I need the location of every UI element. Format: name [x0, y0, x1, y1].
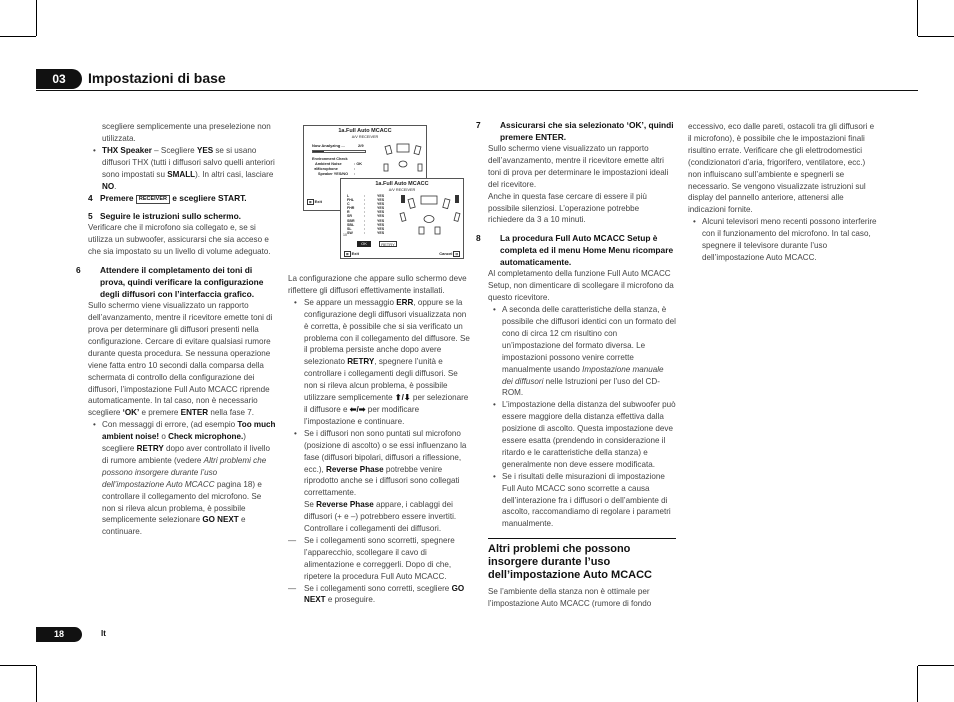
speaker-value: YES — [377, 198, 385, 203]
speaker-value: YES — [377, 230, 385, 235]
speaker-separator: : — [364, 222, 366, 227]
size-bullet: • A seconda delle caratteristiche della stanza, è possibile che diffusori identici con un formato del cono di circa 12 cm risultino con un’impostazione del formato diversa. Le impostazioni possono venire corrette manualmente usando Impostazione manuale dei diffusori nelle Istruzioni per l’uso del CD-ROM. — [488, 304, 676, 399]
section-divider — [488, 538, 676, 539]
section-title: Altri problemi che possono insorgere durante l’uso dell’impostazione Auto MCACC — [488, 543, 652, 582]
screen-title: 1a.Full Auto MCACC — [375, 181, 429, 187]
header-divider — [36, 90, 918, 91]
speaker-label: FHR — [347, 206, 355, 211]
speaker-separator: : — [364, 194, 366, 198]
speaker-separator: : — [364, 230, 366, 235]
speaker-label: SBL — [347, 222, 355, 227]
config-intro: La configurazione che appare sullo schermo deve riflettere gli diffusori effettivamente installati. — [288, 274, 467, 295]
dash-item-2: — Se i collegamenti sono corretti, scegliere GO NEXT e proseguire. — [288, 583, 472, 607]
env-check-label: Environment Check — [312, 157, 348, 161]
speaker-value: YES — [377, 194, 385, 198]
column-2 — [288, 273, 472, 606]
speaker-separator: : — [364, 214, 366, 219]
speaker-separator: : — [364, 206, 366, 211]
step-6: 6 Attendere il completamento dei toni di prova, quindi verificare la configurazione degli diffusori con l’interfaccia grafico. — [76, 265, 264, 300]
crop-mark — [0, 36, 36, 37]
speaker-yes-no-value: : — [354, 172, 356, 176]
speaker-value: YES — [377, 218, 385, 223]
exit-hint: ⊞ Exit — [346, 251, 359, 256]
step-5-body: Verificare che il microfono sia collegato e, se si utilizza un subwoofer, assicurarsi che sia acceso e che sia impostato su un livello di volume adeguato. — [88, 223, 271, 257]
step-6-body: Sullo schermo viene visualizzato un rapporto dell’avanzamento, mentre il ricevitore emette toni di prova per determinare gli diffusori presenti nella configurazione. Cercare di evitare qualsiasi rumore durante questa procedura. Se nessuna operazione viene fatta entro 10 secondi dalla comparsa della schermata di controllo della configurazione dei diffusori, l’impostazione Full Auto MCACC riprende automaticamente. In tal caso, non è necessario scegliere ‘OK’ e premere ENTER nella fase 7. — [88, 301, 273, 418]
speaker-separator: : — [364, 198, 366, 203]
speaker-label: SW — [347, 230, 353, 235]
speaker-label: C — [347, 202, 350, 207]
analyzing-label: Now Analyzing ... — [312, 143, 345, 148]
speaker-value: YES — [377, 222, 385, 227]
crop-mark — [36, 666, 37, 702]
step-5: 5 Seguire le istruzioni sullo schermo. — [88, 211, 242, 222]
speaker-label: SL — [347, 226, 352, 231]
speaker-list — [347, 194, 397, 235]
speaker-label: SR — [347, 214, 352, 219]
screen-title: 1a.Full Auto MCACC — [338, 128, 392, 134]
microphone-label: ●Microphone — [314, 167, 338, 171]
chapter-number: 03 — [36, 69, 82, 89]
up-down-arrows-icon: ⬆/⬇ — [394, 393, 411, 403]
speaker-value: YES — [377, 202, 385, 207]
page-language: It — [101, 629, 106, 638]
tenth-label: 10 — [343, 233, 347, 237]
retry-button[interactable]: RETRY — [379, 241, 397, 247]
crop-mark — [917, 0, 918, 36]
page-number: 18 — [36, 627, 82, 642]
step-7-body: Sullo schermo viene visualizzato un rapporto dell’avanzamento, mentre il ricevitore emette altri toni di prova per determinare le impostazioni ideali del ricevitore. — [488, 144, 669, 189]
error-bullet: • Con messaggi di errore, (ad esempio Too much ambient noise! o Check microphone.) scegliere RETRY dopo aver controllato il livello di rumore ambiente (vedere Altri problemi che possono insorgere durante l’uso dell’impostazione Auto MCACC pagina 18) e controllare il collegamento del microfono. Se non si rileva alcun problema, è possibile semplicemente selezionare GO NEXT e continuare. — [88, 419, 276, 538]
crop-mark — [918, 36, 954, 37]
speaker-room-icon — [399, 193, 461, 237]
speaker-label: FHL — [347, 198, 354, 203]
analyzing-count: 2/9 — [358, 143, 364, 148]
step-8: 8 La procedura Full Auto MCACC Setup è completa ed il menu Home Menu ricompare automaticamente. — [476, 233, 674, 268]
tv-bullet: • Alcuni televisori meno recenti possono interferire con il funzionamento del microfono. In tal caso, spegnere il televisore durante l’uso dell’impostazione Auto MCACC. — [688, 216, 878, 264]
left-right-arrows-icon: ⬅/➡ — [349, 404, 366, 414]
ambient-noise-value: : OK — [354, 162, 363, 166]
speaker-row[interactable] — [347, 231, 397, 235]
dash-item-1: — Se i collegamenti sono scorretti, spegnere l’apparecchio, scollegare il cavo di alimentazione e correggerli. Dopo di che, ripetere la procedura Full Auto MCACC. — [288, 535, 472, 583]
speaker-separator: : — [364, 226, 366, 231]
speaker-value: YES — [377, 226, 385, 231]
phase-bullet: • Se i diffusori non sono puntati sul microfono (posizione di ascolto) o se essi influenzano la fase (diffusori bipolari, diffusori a riflessione, ecc.), Reverse Phase potrebbe venire riprodotto anche se i diffusori sono collegati correttamente. — [288, 428, 472, 499]
receiver-key-icon: RECEIVER — [136, 195, 170, 204]
exit-hint: ⊞ Exit — [309, 199, 322, 204]
thx-bullet: • THX Speaker – Scegliere YES se si usano diffusori THX (tutti i diffusori salvo quelli anteriori sono impostati su SMALL). In altri casi, lasciare NO. — [88, 145, 276, 193]
speaker-room-icon — [382, 140, 424, 176]
err-bullet: • Se appare un messaggio ERR, oppure se la configurazione degli diffusori visualizzata non è corretta, è possibile che si sia verificato un problema con il collegamento del diffusore. Se il problema persiste anche dopo avere selezionato RETRY, spegnere l’unità e controllare i collegamenti degli diffusori. Se non si rileva alcun problema, è possibile utilizzare semplicemente ⬆/⬇ per selezionare il diffusore e ⬅/➡ per modificare l’impostazione e continuare. — [288, 297, 472, 428]
subwoofer-bullet: • L’impostazione della distanza del subwoofer può essere maggiore della distanza effettiva dalla posizione di ascolto. Questa impostazione deve essere esatta (prendendo in considerazione il ritardo e le caratteristiche della stanza) e generalmente non deve essere modificata. — [488, 399, 676, 470]
step-7: 7 Assicurarsi che sia selezionato ‘OK’, quindi premere ENTER. — [476, 120, 674, 142]
step-8-body: Al completamento della funzione Full Auto MCACC Setup, non dimenticare di scollegare il microfono da questo ricevitore. — [488, 269, 674, 303]
progress-fill — [313, 151, 324, 152]
chapter-title: Impostazioni di base — [88, 70, 226, 86]
screen-subtitle: A/V RECEIVER — [388, 188, 416, 192]
screen-subtitle: A/V RECEIVER — [351, 135, 379, 139]
speaker-label: R — [347, 210, 350, 215]
microphone-value: : — [354, 167, 356, 171]
speaker-yes-no-label: Speaker YES/NO — [318, 172, 349, 176]
column-4 — [688, 121, 878, 264]
speaker-value: YES — [377, 214, 385, 219]
speaker-label: L — [347, 194, 350, 198]
step-7-body-2: Anche in questa fase cercare di essere il più possibile silenziosi. L’operazione potrebbe richiedere da 3 a 10 minuti. — [488, 191, 647, 225]
speaker-value: YES — [377, 210, 385, 215]
section-body: Se l’ambiente della stanza non è ottimale per l’impostazione Auto MCACC (rumore di fondo — [488, 587, 652, 609]
column-3 — [476, 119, 676, 610]
step-4: 4 Premere RECEIVER e scegliere START. — [88, 193, 247, 204]
speaker-separator: : — [364, 202, 366, 207]
results-bullet: • Se i risultati delle misurazioni di impostazione Full Auto MCACC sono scorrette a causa dell’interazione fra i diffusori o dell’ambiente di ascolto, raccomandiamo di regolare i parametri manualmente. — [488, 471, 676, 531]
intro-text: scegliere semplicemente una preselezione non utilizzata. — [102, 122, 271, 143]
speaker-separator: : — [364, 218, 366, 223]
crop-mark — [0, 665, 36, 666]
environment-text: eccessivo, eco dalle pareti, ostacoli tra gli diffusori e il microfono), è possibile che le impostazioni finali risultino errate. Verificare che gli elettrodomestici (condizionatori d’aria, frigorifero, ventilatore, ecc.) non influiscano sull’ambiente e spegnerli se necessario. Se vengono visualizzate istruzioni sul display del pannello anteriore, attenersi alle indicazioni fornite. — [688, 122, 875, 215]
ok-button[interactable]: OK — [357, 241, 371, 247]
mcacc-screen-speaker-check — [340, 178, 464, 259]
crop-mark — [917, 666, 918, 702]
crop-mark — [36, 0, 37, 36]
phase-note: Se Reverse Phase appare, i cablaggi dei diffusori (+ e –) potrebbero essere invertiti. Controllare i collegamenti dei diffusori. — [304, 500, 457, 534]
speaker-label: SBR — [347, 218, 355, 223]
crop-mark — [918, 665, 954, 666]
ambient-noise-label: Ambient Noise — [315, 162, 342, 166]
speaker-separator: : — [364, 210, 366, 215]
speaker-value: YES — [377, 206, 385, 211]
column-1 — [76, 121, 276, 538]
progress-bar — [312, 150, 366, 153]
cancel-hint: Cancel ⊟ — [439, 251, 458, 256]
